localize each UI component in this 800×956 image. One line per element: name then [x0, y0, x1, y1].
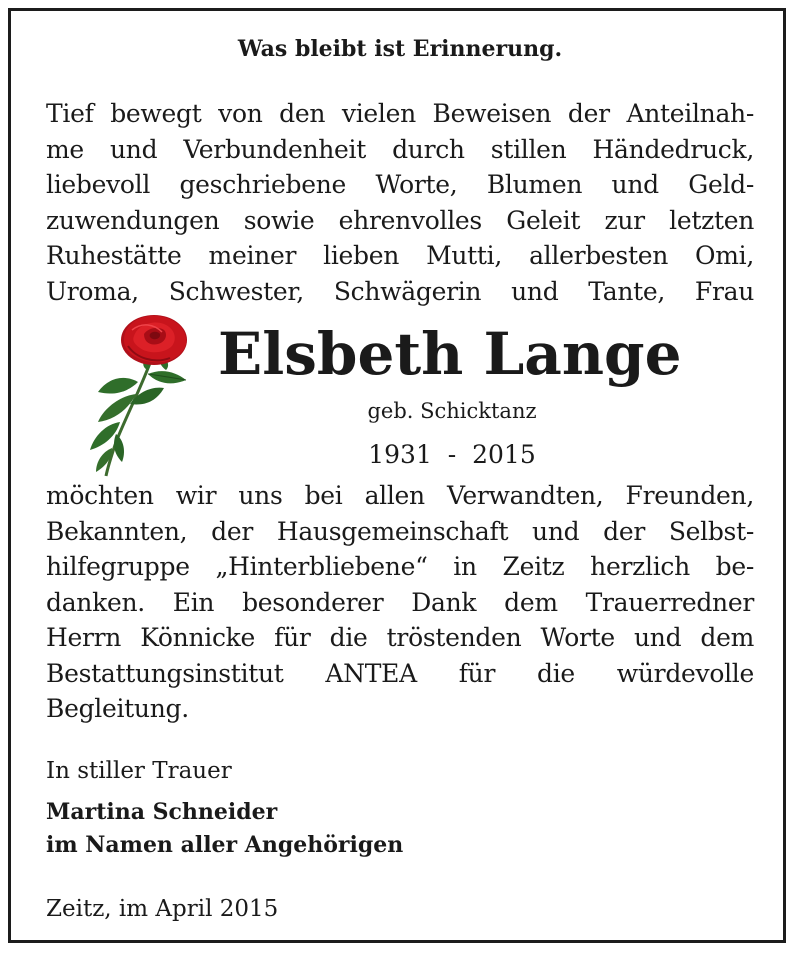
signer-note: im Namen aller Angehörigen: [46, 832, 404, 858]
thanks-line: Bekannten, der Hausgemeinschaft und der Selbst-: [46, 516, 754, 546]
maiden-name: geb. Schicktanz: [367, 399, 537, 423]
intro-line: zuwendungen sowie ehrenvolles Geleit zur letzten: [46, 205, 754, 235]
intro-line: liebevoll geschriebene Worte, Blumen und Geld-: [46, 170, 754, 199]
intro-line: Uroma, Schwester, Schwägerin und Tante, Frau: [46, 276, 754, 306]
thanks-line: Begleitung.: [46, 694, 189, 723]
signer-name: Martina Schneider: [46, 799, 278, 825]
intro-paragraph: [46, 96, 754, 309]
place-date: Zeitz, im April 2015: [46, 896, 279, 922]
intro-line: Tief bewegt von den vielen Beweisen der Anteilnah-: [46, 99, 754, 128]
life-years: 1931 - 2015: [368, 440, 536, 469]
deceased-name: Elsbeth Lange: [218, 320, 682, 388]
signature-block: [46, 796, 403, 862]
thanks-line: möchten wir uns bei allen Verwandten, Freunden,: [46, 481, 754, 510]
notice-heading: Was bleibt ist Erinnerung.: [237, 36, 563, 62]
mourning-phrase: In stiller Trauer: [46, 758, 232, 784]
thanks-paragraph: [46, 478, 754, 727]
thanks-line: Herrn Könnicke für die tröstenden Worte und dem: [46, 623, 754, 652]
thanks-line: danken. Ein besonderer Dank dem Trauerredner: [46, 587, 754, 617]
intro-line: Ruhestätte meiner lieben Mutti, allerbesten Omi,: [46, 241, 754, 270]
intro-line: me und Verbundenheit durch stillen Händedruck,: [46, 134, 754, 164]
thanks-line: Bestattungsinstitut ANTEA für die würdevolle: [46, 658, 754, 688]
thanks-line: hilfegruppe „Hinterbliebene“ in Zeitz herzlich be-: [46, 552, 754, 581]
